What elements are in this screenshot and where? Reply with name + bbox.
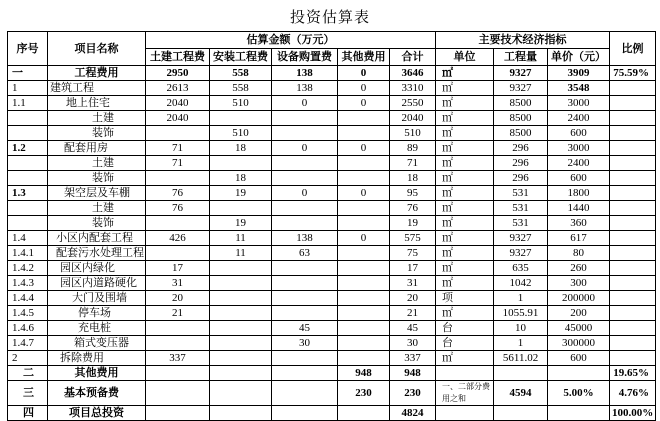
cell-equipment bbox=[272, 276, 338, 291]
cell-unit-price: 3909 bbox=[548, 66, 610, 81]
header-unit: 单位 bbox=[436, 49, 494, 66]
cell-civil: 21 bbox=[146, 306, 210, 321]
header-total: 合计 bbox=[390, 49, 436, 66]
cell-civil: 2040 bbox=[146, 111, 210, 126]
cell-other bbox=[338, 201, 390, 216]
cell-ratio bbox=[610, 216, 656, 231]
cell-other: 0 bbox=[338, 231, 390, 246]
cell-civil bbox=[146, 171, 210, 186]
cell-unit: ㎡ bbox=[436, 201, 494, 216]
cell-other bbox=[338, 216, 390, 231]
cell-total: 19 bbox=[390, 216, 436, 231]
cell-install bbox=[210, 201, 272, 216]
table-row bbox=[8, 261, 656, 276]
cell-quantity: 1042 bbox=[494, 276, 548, 291]
cell-item-name: 充电桩 bbox=[48, 321, 146, 336]
header-other: 其他费用 bbox=[338, 49, 390, 66]
cell-unit-price: 600 bbox=[548, 351, 610, 366]
cell-quantity bbox=[494, 366, 548, 381]
table-row bbox=[8, 96, 656, 111]
cell-unit: ㎡ bbox=[436, 186, 494, 201]
cell-seq: 1.4.6 bbox=[8, 321, 48, 336]
cell-install bbox=[210, 156, 272, 171]
cell-other bbox=[338, 171, 390, 186]
cell-unit: ㎡ bbox=[436, 216, 494, 231]
cell-install bbox=[210, 111, 272, 126]
cell-quantity: 4594 bbox=[494, 381, 548, 406]
table-row bbox=[8, 186, 656, 201]
cell-install: 558 bbox=[210, 81, 272, 96]
cell-seq: 三 bbox=[8, 381, 48, 406]
table-row bbox=[8, 366, 656, 381]
cell-other bbox=[338, 111, 390, 126]
cell-item-name: 地上住宅 bbox=[48, 96, 146, 111]
cell-item-name: 配套污水处理工程 bbox=[48, 246, 146, 261]
cell-other bbox=[338, 276, 390, 291]
cell-equipment bbox=[272, 366, 338, 381]
cell-total: 2550 bbox=[390, 96, 436, 111]
cell-unit-price: 3000 bbox=[548, 141, 610, 156]
table-row bbox=[8, 291, 656, 306]
cell-unit: ㎡ bbox=[436, 231, 494, 246]
cell-other: 0 bbox=[338, 141, 390, 156]
cell-equipment bbox=[272, 156, 338, 171]
cell-other bbox=[338, 306, 390, 321]
cell-other bbox=[338, 126, 390, 141]
cell-ratio bbox=[610, 186, 656, 201]
cell-unit: 台 bbox=[436, 321, 494, 336]
cell-equipment: 0 bbox=[272, 141, 338, 156]
cell-total: 2040 bbox=[390, 111, 436, 126]
cell-equipment bbox=[272, 381, 338, 406]
cell-unit-price: 360 bbox=[548, 216, 610, 231]
cell-item-name: 停车场 bbox=[48, 306, 146, 321]
cell-install: 558 bbox=[210, 66, 272, 81]
cell-ratio bbox=[610, 306, 656, 321]
cell-quantity: 296 bbox=[494, 141, 548, 156]
cell-seq: 1.4.1 bbox=[8, 246, 48, 261]
cell-unit: 项 bbox=[436, 291, 494, 306]
cell-other: 948 bbox=[338, 366, 390, 381]
cell-total: 337 bbox=[390, 351, 436, 366]
table-row bbox=[8, 171, 656, 186]
cell-civil: 76 bbox=[146, 186, 210, 201]
cell-other bbox=[338, 246, 390, 261]
cell-unit-price: 3548 bbox=[548, 81, 610, 96]
cell-unit: ㎡ bbox=[436, 126, 494, 141]
cell-total: 76 bbox=[390, 201, 436, 216]
table-row bbox=[8, 156, 656, 171]
cell-other bbox=[338, 291, 390, 306]
cell-civil: 2040 bbox=[146, 96, 210, 111]
header-quantity: 工程量 bbox=[494, 49, 548, 66]
cell-ratio bbox=[610, 201, 656, 216]
cell-unit-price: 1800 bbox=[548, 186, 610, 201]
cell-item-name: 装饰 bbox=[48, 126, 146, 141]
cell-item-name: 园区内道路硬化 bbox=[48, 276, 146, 291]
cell-ratio bbox=[610, 321, 656, 336]
cell-seq: 1.4.2 bbox=[8, 261, 48, 276]
cell-other bbox=[338, 321, 390, 336]
cell-seq bbox=[8, 201, 48, 216]
cell-seq: 一 bbox=[8, 66, 48, 81]
cell-unit-price: 200 bbox=[548, 306, 610, 321]
cell-quantity: 1055.91 bbox=[494, 306, 548, 321]
table-row bbox=[8, 406, 656, 421]
table-row bbox=[8, 111, 656, 126]
cell-install: 19 bbox=[210, 186, 272, 201]
cell-seq: 1.2 bbox=[8, 141, 48, 156]
cell-quantity: 8500 bbox=[494, 111, 548, 126]
cell-equipment bbox=[272, 216, 338, 231]
cell-total: 4824 bbox=[390, 406, 436, 421]
cell-equipment bbox=[272, 291, 338, 306]
cell-item-name: 基本预备费 bbox=[48, 381, 146, 406]
cell-unit-price: 5.00% bbox=[548, 381, 610, 406]
cell-quantity: 635 bbox=[494, 261, 548, 276]
cell-unit-price: 300 bbox=[548, 276, 610, 291]
cell-unit-price: 300000 bbox=[548, 336, 610, 351]
cell-item-name: 配套用房 bbox=[48, 141, 146, 156]
cell-item-name: 项目总投资 bbox=[48, 406, 146, 421]
cell-quantity: 9327 bbox=[494, 66, 548, 81]
cell-install bbox=[210, 291, 272, 306]
cell-seq: 二 bbox=[8, 366, 48, 381]
cell-other: 230 bbox=[338, 381, 390, 406]
document-title: 投资估算表 bbox=[289, 10, 370, 26]
cell-ratio: 100.00% bbox=[610, 406, 656, 421]
cell-item-name: 土建 bbox=[48, 111, 146, 126]
cell-total: 21 bbox=[390, 306, 436, 321]
cell-civil bbox=[146, 381, 210, 406]
header-civil: 土建工程费 bbox=[146, 49, 210, 66]
cell-item-name: 园区内绿化 bbox=[48, 261, 146, 276]
table-row bbox=[8, 81, 656, 96]
cell-unit: ㎡ bbox=[436, 81, 494, 96]
cell-item-name: 工程费用 bbox=[48, 66, 146, 81]
cell-ratio bbox=[610, 261, 656, 276]
cell-unit-price: 2400 bbox=[548, 111, 610, 126]
cell-unit-price: 200000 bbox=[548, 291, 610, 306]
cell-equipment: 138 bbox=[272, 231, 338, 246]
cell-ratio bbox=[610, 156, 656, 171]
cell-equipment: 30 bbox=[272, 336, 338, 351]
cell-install bbox=[210, 261, 272, 276]
cell-other: 0 bbox=[338, 81, 390, 96]
cell-civil: 2613 bbox=[146, 81, 210, 96]
table-row bbox=[8, 231, 656, 246]
header-unit-price: 单价（元） bbox=[548, 49, 610, 66]
cell-seq: 1.4.5 bbox=[8, 306, 48, 321]
cell-equipment: 138 bbox=[272, 81, 338, 96]
table-row bbox=[8, 201, 656, 216]
cell-total: 89 bbox=[390, 141, 436, 156]
cell-unit: ㎡ bbox=[436, 261, 494, 276]
cell-ratio: 75.59% bbox=[610, 66, 656, 81]
cell-other: 0 bbox=[338, 186, 390, 201]
cell-total: 575 bbox=[390, 231, 436, 246]
table-row bbox=[8, 246, 656, 261]
cell-item-name: 拆除费用 bbox=[48, 351, 146, 366]
cell-seq: 1.3 bbox=[8, 186, 48, 201]
cell-seq: 1.4 bbox=[8, 231, 48, 246]
table-row bbox=[8, 351, 656, 366]
cell-seq: 1.4.4 bbox=[8, 291, 48, 306]
cell-install bbox=[210, 321, 272, 336]
table-row bbox=[8, 381, 656, 406]
cell-install bbox=[210, 306, 272, 321]
cell-unit bbox=[436, 406, 494, 421]
cell-total: 510 bbox=[390, 126, 436, 141]
cell-item-name: 架空层及车棚 bbox=[48, 186, 146, 201]
cell-item-name: 箱式变压器 bbox=[48, 336, 146, 351]
cell-item-name: 土建 bbox=[48, 201, 146, 216]
cell-quantity bbox=[494, 406, 548, 421]
cell-unit-price: 2400 bbox=[548, 156, 610, 171]
cell-unit-price bbox=[548, 366, 610, 381]
cell-install: 11 bbox=[210, 246, 272, 261]
cell-unit: ㎡ bbox=[436, 246, 494, 261]
cell-quantity: 296 bbox=[494, 171, 548, 186]
table-row bbox=[8, 126, 656, 141]
cell-total: 18 bbox=[390, 171, 436, 186]
cell-seq: 1.4.7 bbox=[8, 336, 48, 351]
cell-ratio bbox=[610, 276, 656, 291]
cell-equipment: 0 bbox=[272, 96, 338, 111]
cell-total: 948 bbox=[390, 366, 436, 381]
cell-unit: ㎡ bbox=[436, 306, 494, 321]
cell-seq bbox=[8, 156, 48, 171]
header-estimate-group: 估算金额（万元） bbox=[146, 32, 436, 49]
cell-ratio bbox=[610, 231, 656, 246]
cell-install bbox=[210, 336, 272, 351]
cell-quantity: 9327 bbox=[494, 81, 548, 96]
cell-total: 3310 bbox=[390, 81, 436, 96]
cell-ratio bbox=[610, 96, 656, 111]
cell-equipment: 63 bbox=[272, 246, 338, 261]
cell-civil bbox=[146, 216, 210, 231]
cell-ratio bbox=[610, 246, 656, 261]
cell-install bbox=[210, 351, 272, 366]
cell-total: 17 bbox=[390, 261, 436, 276]
cell-quantity: 8500 bbox=[494, 96, 548, 111]
cell-seq bbox=[8, 126, 48, 141]
cell-install bbox=[210, 276, 272, 291]
cell-equipment: 45 bbox=[272, 321, 338, 336]
table-row bbox=[8, 276, 656, 291]
cell-civil bbox=[146, 246, 210, 261]
cell-seq bbox=[8, 111, 48, 126]
cell-unit: ㎡ bbox=[436, 171, 494, 186]
cell-civil: 20 bbox=[146, 291, 210, 306]
header-tech-group: 主要技术经济指标 bbox=[436, 32, 610, 49]
cell-unit-price: 1440 bbox=[548, 201, 610, 216]
header-ratio: 比例 bbox=[610, 32, 656, 66]
cell-quantity: 5611.02 bbox=[494, 351, 548, 366]
cell-install: 19 bbox=[210, 216, 272, 231]
cell-total: 95 bbox=[390, 186, 436, 201]
cell-civil: 2950 bbox=[146, 66, 210, 81]
table-row bbox=[8, 141, 656, 156]
cell-civil bbox=[146, 321, 210, 336]
cell-equipment bbox=[272, 171, 338, 186]
cell-total: 31 bbox=[390, 276, 436, 291]
investment-estimate-table bbox=[7, 31, 656, 421]
cell-ratio bbox=[610, 336, 656, 351]
cell-seq bbox=[8, 216, 48, 231]
cell-seq: 四 bbox=[8, 406, 48, 421]
cell-unit: ㎡ bbox=[436, 96, 494, 111]
cell-civil bbox=[146, 406, 210, 421]
cell-quantity: 8500 bbox=[494, 126, 548, 141]
cell-unit-price: 600 bbox=[548, 171, 610, 186]
cell-ratio bbox=[610, 126, 656, 141]
cell-unit: 一、二部分费用之和 bbox=[436, 381, 494, 406]
cell-seq: 1.4.3 bbox=[8, 276, 48, 291]
cell-other bbox=[338, 336, 390, 351]
cell-civil: 426 bbox=[146, 231, 210, 246]
cell-total: 71 bbox=[390, 156, 436, 171]
cell-install: 11 bbox=[210, 231, 272, 246]
cell-unit: 台 bbox=[436, 336, 494, 351]
header-equipment: 设备购置费 bbox=[272, 49, 338, 66]
cell-unit: ㎡ bbox=[436, 276, 494, 291]
cell-civil: 71 bbox=[146, 156, 210, 171]
table-row bbox=[8, 216, 656, 231]
cell-total: 3646 bbox=[390, 66, 436, 81]
cell-item-name: 装饰 bbox=[48, 171, 146, 186]
cell-ratio bbox=[610, 291, 656, 306]
cell-ratio bbox=[610, 171, 656, 186]
cell-civil: 76 bbox=[146, 201, 210, 216]
cell-equipment bbox=[272, 351, 338, 366]
cell-ratio bbox=[610, 141, 656, 156]
cell-seq: 1.1 bbox=[8, 96, 48, 111]
cell-ratio bbox=[610, 351, 656, 366]
cell-quantity: 531 bbox=[494, 186, 548, 201]
cell-unit-price: 600 bbox=[548, 126, 610, 141]
cell-civil bbox=[146, 336, 210, 351]
cell-civil bbox=[146, 126, 210, 141]
cell-item-name: 装饰 bbox=[48, 216, 146, 231]
header-item-name: 项目名称 bbox=[48, 32, 146, 66]
cell-quantity: 296 bbox=[494, 156, 548, 171]
cell-total: 230 bbox=[390, 381, 436, 406]
cell-civil: 71 bbox=[146, 141, 210, 156]
cell-unit-price: 80 bbox=[548, 246, 610, 261]
cell-ratio: 19.65% bbox=[610, 366, 656, 381]
cell-item-name: 大门及围墙 bbox=[48, 291, 146, 306]
cell-other bbox=[338, 406, 390, 421]
cell-unit bbox=[436, 366, 494, 381]
cell-unit: ㎡ bbox=[436, 141, 494, 156]
cell-equipment: 138 bbox=[272, 66, 338, 81]
cell-unit: ㎡ bbox=[436, 351, 494, 366]
cell-item-name: 建筑工程 bbox=[48, 81, 146, 96]
cell-other bbox=[338, 156, 390, 171]
table-row bbox=[8, 336, 656, 351]
cell-total: 75 bbox=[390, 246, 436, 261]
cell-unit-price: 260 bbox=[548, 261, 610, 276]
cell-ratio bbox=[610, 81, 656, 96]
cell-equipment bbox=[272, 111, 338, 126]
cell-seq: 1 bbox=[8, 81, 48, 96]
cell-total: 45 bbox=[390, 321, 436, 336]
cell-quantity: 9327 bbox=[494, 246, 548, 261]
cell-equipment: 0 bbox=[272, 186, 338, 201]
cell-unit: ㎡ bbox=[436, 66, 494, 81]
cell-unit: ㎡ bbox=[436, 156, 494, 171]
cell-ratio bbox=[610, 111, 656, 126]
cell-install: 18 bbox=[210, 171, 272, 186]
cell-unit-price: 3000 bbox=[548, 96, 610, 111]
cell-equipment bbox=[272, 406, 338, 421]
cell-install bbox=[210, 366, 272, 381]
cell-seq: 2 bbox=[8, 351, 48, 366]
cell-seq bbox=[8, 171, 48, 186]
cell-install: 18 bbox=[210, 141, 272, 156]
cell-install: 510 bbox=[210, 126, 272, 141]
cell-quantity: 531 bbox=[494, 201, 548, 216]
cell-other: 0 bbox=[338, 96, 390, 111]
cell-other: 0 bbox=[338, 66, 390, 81]
cell-total: 20 bbox=[390, 291, 436, 306]
cell-unit: ㎡ bbox=[436, 111, 494, 126]
cell-civil: 31 bbox=[146, 276, 210, 291]
cell-quantity: 531 bbox=[494, 216, 548, 231]
cell-install: 510 bbox=[210, 96, 272, 111]
cell-total: 30 bbox=[390, 336, 436, 351]
table-row bbox=[8, 66, 656, 81]
table-row bbox=[8, 306, 656, 321]
cell-item-name: 小区内配套工程 bbox=[48, 231, 146, 246]
cell-unit-price bbox=[548, 406, 610, 421]
cell-quantity: 10 bbox=[494, 321, 548, 336]
cell-unit-price: 45000 bbox=[548, 321, 610, 336]
cell-civil: 17 bbox=[146, 261, 210, 276]
cell-item-name: 其他费用 bbox=[48, 366, 146, 381]
cell-install bbox=[210, 381, 272, 406]
cell-quantity: 9327 bbox=[494, 231, 548, 246]
cell-ratio: 4.76% bbox=[610, 381, 656, 406]
cell-item-name: 土建 bbox=[48, 156, 146, 171]
cell-equipment bbox=[272, 306, 338, 321]
cell-civil: 337 bbox=[146, 351, 210, 366]
cell-civil bbox=[146, 366, 210, 381]
cell-unit-price: 617 bbox=[548, 231, 610, 246]
header-install: 安装工程费 bbox=[210, 49, 272, 66]
cell-equipment bbox=[272, 126, 338, 141]
table-row bbox=[8, 321, 656, 336]
cell-equipment bbox=[272, 261, 338, 276]
header-seq: 序号 bbox=[8, 32, 48, 66]
cell-install bbox=[210, 406, 272, 421]
cell-equipment bbox=[272, 201, 338, 216]
cell-quantity: 1 bbox=[494, 336, 548, 351]
cell-other bbox=[338, 351, 390, 366]
cell-quantity: 1 bbox=[494, 291, 548, 306]
cell-other bbox=[338, 261, 390, 276]
